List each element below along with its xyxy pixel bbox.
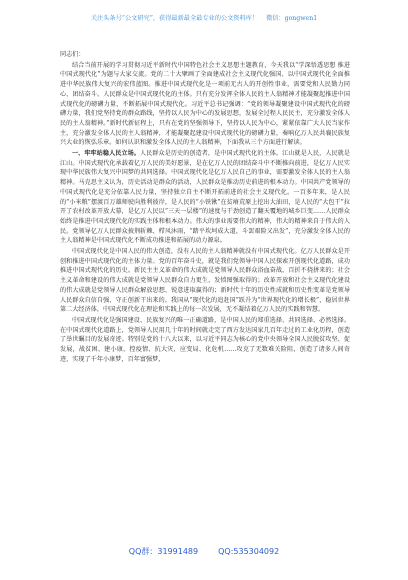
banner-text: 关注头条号“公文研究”，获得最新最全最专业的公文资料库！ [90,15,259,22]
promo-banner [0,14,408,23]
paragraph-4 [60,316,350,365]
wechat-id: 微信：gongwen1 [266,15,318,22]
greeting: 同志们： [60,51,85,58]
section-heading: 一、牢牢站稳人民立场。 [72,150,140,158]
footer-contacts [0,546,408,557]
paragraph-2 [60,149,350,246]
paragraph-text: 人民群众是历史的创造者，是中国式现代化的主体。江山就是人民，人民就是江山。中国式现代化承载着亿万人民的美好愿景，是在亿万人民的团结奋斗中不断推向前进，是亿万人民实现中华民族伟大复兴中国梦的共同选择。中国式现代化是亿万人民自己的事业，需要激发全体人民的主人翁精神。马克思主义认为，历史活动是群众的活动，人民群众是推动历史前进的根本动力。中国共产党领导的中国式现代化是充分依靠人民力量，坚持独立自主不断开拓前进的社会主义现代化。一百多年来，是人民的“小米粮”摆渡百万雄师驶向胜利彼岸，是人民的“小铁锹”在贫瘠荒原上挖出大油田，是人民的“大包干”拉开了农村改革开放大幕，是亿万人民以“三天一层楼”的速度与干劲创造了翻天覆地的城乡巨变……人民群众始终是推进中国式现代化的实践主体和根本动力。伟大的事业需要伟大的精神，伟大的精神来自于伟大的人民。党领导亿万人民群众披荆斩棘、栉风沐雨，“踏平坎坷成大道，斗罢艰险又出发”，充分激发全体人民的主人翁精神是中国式现代化不断成功推进和拓展的动力源泉。 [60,150,350,245]
paragraph-3 [60,247,350,315]
paragraph-text: 结合当前开展的学习贯彻习近平新时代中国特色社会主义思想主题教育，今天我以“学深悟透思想 推进中国式现代化”为题与大家交流。党的二十大擘画了全面建成社会主义现代化强国、以中国式现代化全面推进中华民族伟大复兴的宏伟蓝图。推进中国式现代化是一项前无古人的开创性事业，需要党和人民勠力同心、团结奋斗。人民群众是中国式现代化的主体。只有充分发挥全体人民的主人翁精神才能凝聚起推进中国式现代化的磅礴力量，不断拓展中国式现代化。习近平总书记强调：“党的领导凝聚建设中国式现代化的磅礴力量，我们党坚持党的群众路线，坚持以人民为中心的发展思想，发展全过程人民民主，充分激发全体人民的主人翁精神。”新时代新征程上，只有在党的坚强领导下，坚持以人民为中心，紧紧依靠广大人民当家作主，充分激发全体人民的主人翁精神，才能凝聚起建设中国式现代化的磅礴力量，奏响亿万人民共襄民族复兴大业的恢弘乐章。如何认识和激发全体人民的主人翁精神，下面我从三个方面进行解读。 [60,61,350,147]
qq-group: QQ群：31991489 [128,547,199,556]
paragraph-text: 中国式现代化是中国人民的伟大创造，没有人民的主人翁精神就没有中国式现代化。亿万人民群众是开创和推进中国式现代化的主体力量。党的百年奋斗史，就是我们党领导中国人民探索开创现代化道路，成功推进中国式现代化的历史。新民主主义革命的伟大成就是党领导人民群众浴血奋战、百折不挠拼来的；社会主义革命和建设的伟大成就是党领导人民群众自力更生、发愤图强取得的；改革开放和社会主义现代化建设的伟大成就是党领导人民群众解放思想、锐意进取赢得的；新时代十年的历史性成就和历史性变革是党领导人民群众自信自强、守正创新干出来的。我国从“现代化的追赶国”跃升为“世界现代化的增长极”，稳居世界第二大经济体，中国式现代化在理论和实践上的每一次发展，无不凝结着亿万人民的实践和智慧。 [60,248,350,314]
document-body [60,50,350,365]
paragraph-text: 中国式现代化是强国建设、民族复兴的唯一正确道路，是中国人民的郑重选择、共同选择、必然选择。在中国式现代化道路上，党领导人民用几十年的时间就走完了西方发达国家几百年走过的工业化历程，创造了举世瞩目的发展奇迹。特别是党的十八大以来，以习近平同志为核心的党中央领导全国人民脱贫攻坚、促发展，战贫困、建小康，控疫情、抗大灾，应变局、化危机……攻克了无数难关险阻，创造了诸多人间奇迹，实现了千年小康梦，百年富强梦， [60,316,350,363]
qq-number: QQ:535304092 [218,547,280,556]
paragraph-1 [60,61,350,148]
